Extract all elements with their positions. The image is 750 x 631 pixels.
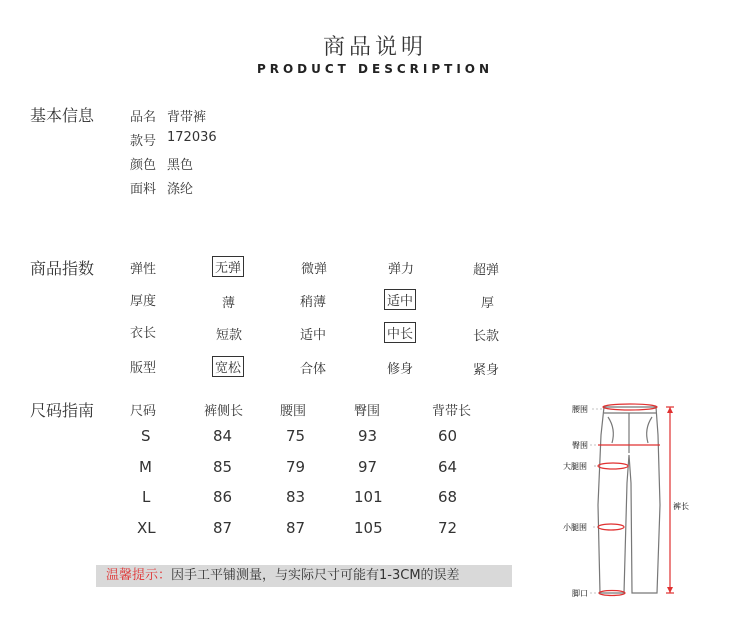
index-option-selected: 中长	[384, 322, 416, 343]
index-option: 适中	[300, 328, 327, 343]
size-cell: 60	[438, 427, 458, 445]
index-option: 超弹	[473, 263, 500, 278]
size-header: 臀围	[354, 404, 381, 419]
size-cell: 87	[286, 519, 306, 537]
index-option: 厚	[481, 296, 495, 311]
size-cell: 79	[286, 458, 306, 476]
size-guide-title: 尺码指南	[30, 401, 95, 420]
basic-info-label: 款号	[130, 134, 157, 149]
size-header: 尺码	[130, 404, 157, 419]
thigh-measure-line	[598, 463, 628, 469]
size-cell: 87	[213, 519, 233, 537]
index-option: 薄	[222, 296, 236, 311]
size-cell: L	[142, 488, 151, 506]
pants-diagram	[560, 395, 710, 605]
index-option: 紧身	[473, 363, 500, 378]
basic-info-value: 涤纶	[167, 182, 194, 197]
size-cell: S	[141, 427, 151, 445]
measurement-note	[96, 565, 512, 587]
note-prefix: 温馨提示：	[106, 568, 172, 583]
diagram-label-waist: 腰围	[572, 405, 588, 414]
basic-info-label: 面料	[130, 182, 157, 197]
index-title: 商品指数	[30, 259, 95, 278]
basic-info-value: 172036	[167, 130, 217, 145]
index-option: 微弹	[301, 262, 328, 277]
size-cell: 68	[438, 488, 458, 506]
diagram-label-length: 裤长	[673, 502, 689, 511]
basic-info-label: 颜色	[130, 158, 157, 173]
page-subtitle: PRODUCT DESCRIPTION	[256, 62, 494, 76]
size-cell: 64	[438, 458, 458, 476]
index-option-selected: 适中	[384, 289, 416, 310]
index-option: 稍薄	[300, 295, 327, 310]
page-title: 商品说明	[322, 35, 427, 60]
size-cell: 97	[358, 458, 378, 476]
diagram-label-calf: 小腿围	[563, 523, 587, 532]
index-option: 长款	[473, 329, 500, 344]
size-cell: 75	[286, 427, 306, 445]
size-cell: 105	[354, 519, 383, 537]
size-cell: M	[139, 458, 152, 476]
basic-info-label: 品名	[130, 110, 157, 125]
index-label: 版型	[130, 361, 157, 376]
size-cell: 93	[358, 427, 378, 445]
size-cell: 84	[213, 427, 233, 445]
basic-info-value: 黑色	[167, 158, 194, 173]
diagram-label-hem: 脚口	[572, 589, 588, 598]
size-cell: 72	[438, 519, 458, 537]
size-cell: XL	[137, 519, 156, 537]
index-option: 弹力	[388, 262, 415, 277]
size-cell: 85	[213, 458, 233, 476]
index-option: 合体	[300, 362, 327, 377]
note-text: 因手工平铺测量，与实际尺寸可能有1-3CM的误差	[171, 568, 460, 583]
size-cell: 86	[213, 488, 233, 506]
basic-info-title: 基本信息	[30, 106, 95, 125]
diagram-label-thigh: 大腿围	[563, 462, 587, 471]
diagram-label-hip: 臀围	[572, 441, 588, 450]
index-option: 修身	[387, 362, 414, 377]
index-label: 衣长	[130, 326, 157, 341]
size-header: 背带长	[432, 404, 472, 419]
index-option-selected: 宽松	[212, 356, 244, 377]
index-option: 短款	[216, 328, 243, 343]
pants-outline-icon	[598, 407, 660, 593]
basic-info-value: 背带裤	[167, 110, 207, 125]
index-option-selected: 无弹	[212, 256, 244, 277]
size-cell: 101	[354, 488, 383, 506]
index-label: 弹性	[130, 262, 157, 277]
calf-measure-line	[598, 524, 624, 530]
size-header: 裤侧长	[204, 404, 244, 419]
index-label: 厚度	[130, 294, 157, 309]
size-header: 腰围	[280, 404, 307, 419]
size-cell: 83	[286, 488, 306, 506]
